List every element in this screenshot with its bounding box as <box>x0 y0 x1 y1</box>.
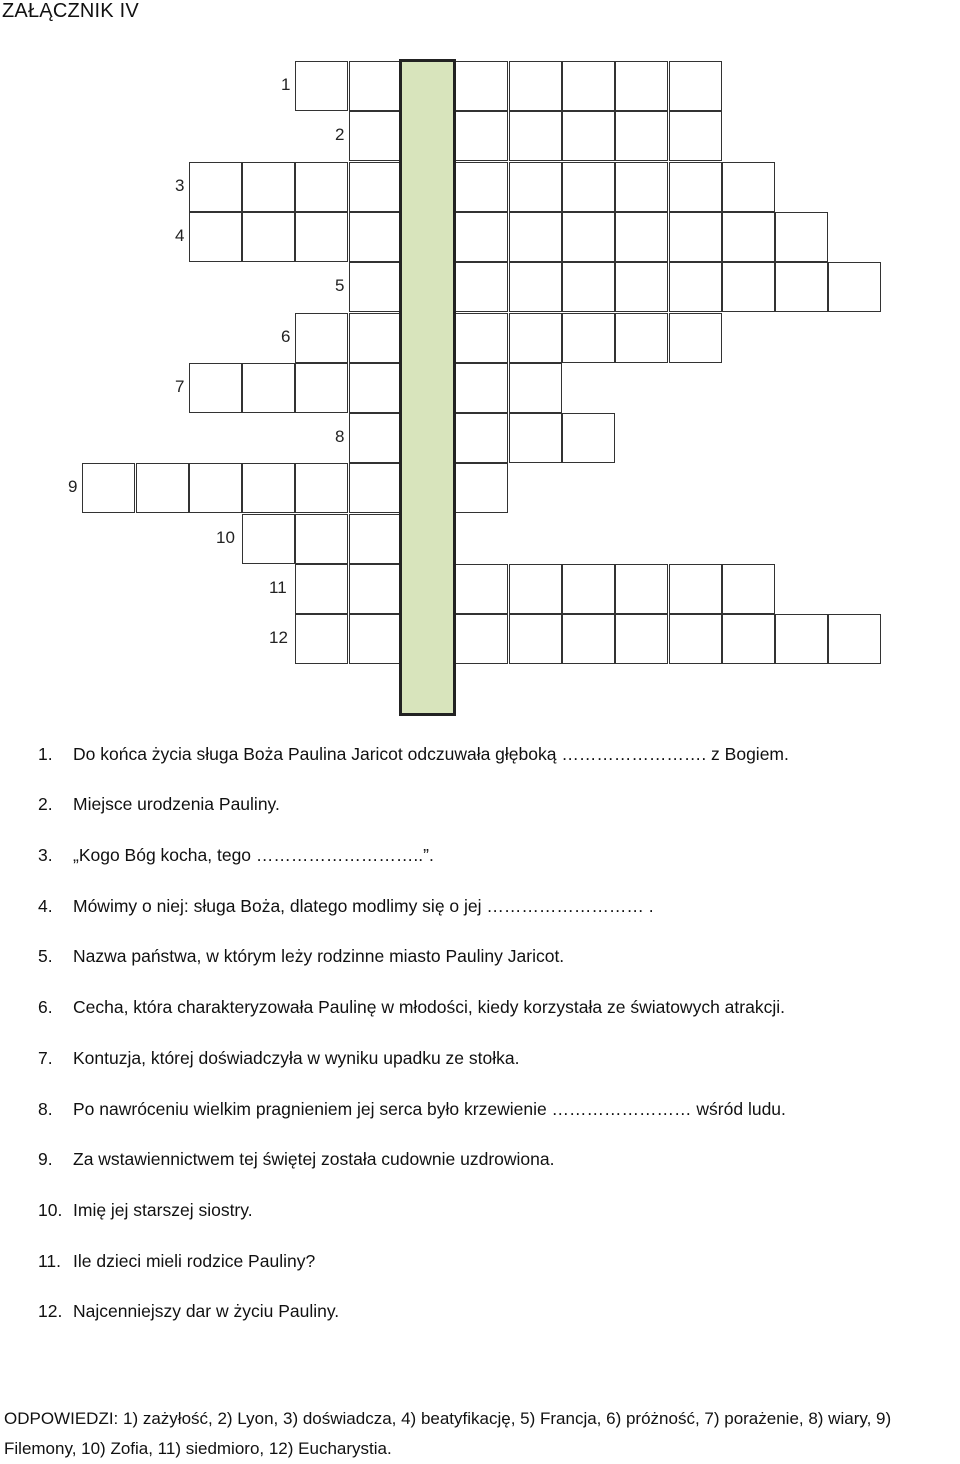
crossword-cell <box>295 162 348 212</box>
crossword-cell <box>295 313 348 363</box>
crossword-cell <box>189 212 242 262</box>
crossword-cell <box>562 313 615 363</box>
crossword-cell <box>722 614 775 664</box>
row-number-label: 12 <box>269 628 288 647</box>
crossword-cell <box>455 111 508 161</box>
crossword-cell <box>349 413 402 463</box>
clue-text: Za wstawiennictwem tej świętej została cudownie uzdrowiona. <box>73 1149 555 1169</box>
crossword-cell <box>669 614 722 664</box>
clue-text: Nazwa państwa, w którym leży rodzinne miasto Pauliny Jaricot. <box>73 946 565 966</box>
crossword-cell <box>669 564 722 614</box>
crossword-cell <box>509 614 562 664</box>
crossword-cell <box>615 313 668 363</box>
crossword-cell <box>295 61 348 111</box>
clue-text: „Kogo Bóg kocha, tego ………………………..”. <box>73 845 434 865</box>
row-number-label: 3 <box>175 176 185 195</box>
clue-number: 2. <box>38 794 53 814</box>
crossword-cell <box>669 262 722 312</box>
row-number-label: 2 <box>335 125 345 144</box>
crossword-cell <box>295 363 348 413</box>
crossword-cell <box>722 262 775 312</box>
crossword-cell <box>455 212 508 262</box>
crossword-cell <box>509 262 562 312</box>
crossword-cell <box>615 111 668 161</box>
crossword-cell <box>669 313 722 363</box>
clue-number: 1. <box>38 744 53 764</box>
crossword-cell <box>455 313 508 363</box>
clue-text: Po nawróceniu wielkim pragnieniem jej serca było krzewienie …………………… wśród ludu. <box>73 1099 786 1119</box>
crossword-cell <box>349 162 402 212</box>
crossword-cell <box>295 614 348 664</box>
crossword-cell <box>509 564 562 614</box>
crossword-cell <box>562 61 615 111</box>
crossword-cell <box>615 162 668 212</box>
answers-text: ODPOWIEDZI: 1) zażyłość, 2) Lyon, 3) doświadcza, 4) beatyfikację, 5) Francja, 6) próżność, 7) porażenie, 8) wiary, 9) Filemony, 10) Zofia, 11) siedmioro, 12) Eucharystia. <box>4 1409 892 1458</box>
crossword-cell <box>828 262 881 312</box>
crossword-cell <box>242 514 295 564</box>
crossword-cell <box>295 514 348 564</box>
crossword-cell <box>455 162 508 212</box>
crossword-cell <box>455 262 508 312</box>
crossword-cell <box>562 564 615 614</box>
clue-number: 10. <box>38 1200 63 1220</box>
crossword-cell <box>455 463 508 513</box>
clue-number: 12. <box>38 1301 63 1321</box>
row-number-label: 9 <box>68 477 78 496</box>
crossword-cell <box>136 463 189 513</box>
crossword-cell <box>242 212 295 262</box>
crossword-cell <box>722 564 775 614</box>
crossword-cell <box>349 313 402 363</box>
crossword-cell <box>722 212 775 262</box>
crossword-cell <box>509 313 562 363</box>
crossword-cell <box>349 212 402 262</box>
crossword-cell <box>295 564 348 614</box>
crossword-cell <box>455 564 508 614</box>
crossword-cell <box>242 162 295 212</box>
clue-number: 5. <box>38 946 53 966</box>
clue-text: Mówimy o niej: sługa Boża, dlatego modlimy się o jej ……………………… . <box>73 896 654 916</box>
crossword-cell <box>669 162 722 212</box>
crossword-cell <box>669 111 722 161</box>
crossword-cell <box>509 363 562 413</box>
page-title: ZAŁĄCZNIK IV <box>2 0 139 22</box>
row-number-label: 6 <box>281 327 291 346</box>
crossword-cell <box>509 162 562 212</box>
crossword-grid <box>0 0 960 730</box>
crossword-cell <box>189 463 242 513</box>
crossword-cell <box>562 413 615 463</box>
clue-text: Najcenniejszy dar w życiu Pauliny. <box>73 1301 340 1321</box>
crossword-cell <box>828 614 881 664</box>
crossword-cell <box>509 61 562 111</box>
crossword-cell <box>189 363 242 413</box>
crossword-cell <box>349 463 402 513</box>
clue-text: Cecha, która charakteryzowała Paulinę w młodości, kiedy korzystała ze światowych atrakcji. <box>73 997 785 1017</box>
crossword-cell <box>349 564 402 614</box>
crossword-cell <box>455 614 508 664</box>
crossword-cell <box>189 162 242 212</box>
crossword-cell <box>615 262 668 312</box>
clue-number: 9. <box>38 1149 53 1169</box>
crossword-cell <box>669 61 722 111</box>
crossword-cell <box>562 111 615 161</box>
crossword-cell <box>82 463 135 513</box>
clue-text: Miejsce urodzenia Pauliny. <box>73 794 280 814</box>
crossword-cell <box>615 564 668 614</box>
crossword-cell <box>295 463 348 513</box>
crossword-cell <box>349 111 402 161</box>
crossword-cell <box>349 363 402 413</box>
crossword-cell <box>562 212 615 262</box>
crossword-cell <box>775 262 828 312</box>
row-number-label: 11 <box>269 578 287 597</box>
crossword-cell <box>349 614 402 664</box>
row-number-label: 5 <box>335 276 345 295</box>
crossword-cell <box>562 162 615 212</box>
crossword-cell <box>509 212 562 262</box>
clue-number: 8. <box>38 1099 53 1119</box>
crossword-cell <box>455 61 508 111</box>
password-column <box>399 59 456 716</box>
crossword-cell <box>615 212 668 262</box>
crossword-cell <box>562 614 615 664</box>
crossword-cell <box>509 413 562 463</box>
clue-text: Do końca życia sługa Boża Paulina Jaricot odczuwała głęboką ……………………. z Bogiem. <box>73 744 789 764</box>
crossword-cell <box>349 514 402 564</box>
clue-number: 7. <box>38 1048 53 1068</box>
row-number-label: 7 <box>175 377 185 396</box>
crossword-cell <box>615 614 668 664</box>
crossword-cell <box>242 463 295 513</box>
crossword-cell <box>242 363 295 413</box>
clue-number: 3. <box>38 845 53 865</box>
crossword-cell <box>615 61 668 111</box>
crossword-cell <box>295 212 348 262</box>
crossword-cell <box>349 262 402 312</box>
crossword-cell <box>669 212 722 262</box>
crossword-cell <box>455 413 508 463</box>
row-number-label: 10 <box>216 528 235 547</box>
crossword-cell <box>775 212 828 262</box>
clue-text: Ile dzieci mieli rodzice Pauliny? <box>73 1251 316 1271</box>
clue-text: Kontuzja, której doświadczyła w wyniku upadku ze stołka. <box>73 1048 520 1068</box>
clue-number: 4. <box>38 896 53 916</box>
row-number-label: 4 <box>175 226 185 245</box>
crossword-cell <box>562 262 615 312</box>
row-number-label: 8 <box>335 427 345 446</box>
crossword-cell <box>455 363 508 413</box>
clue-number: 6. <box>38 997 53 1017</box>
crossword-cell <box>509 111 562 161</box>
clue-text: Imię jej starszej siostry. <box>73 1200 253 1220</box>
row-number-label: 1 <box>281 75 291 94</box>
crossword-cell <box>775 614 828 664</box>
crossword-cell <box>722 162 775 212</box>
crossword-cell <box>349 61 402 111</box>
clue-number: 11. <box>38 1251 62 1271</box>
